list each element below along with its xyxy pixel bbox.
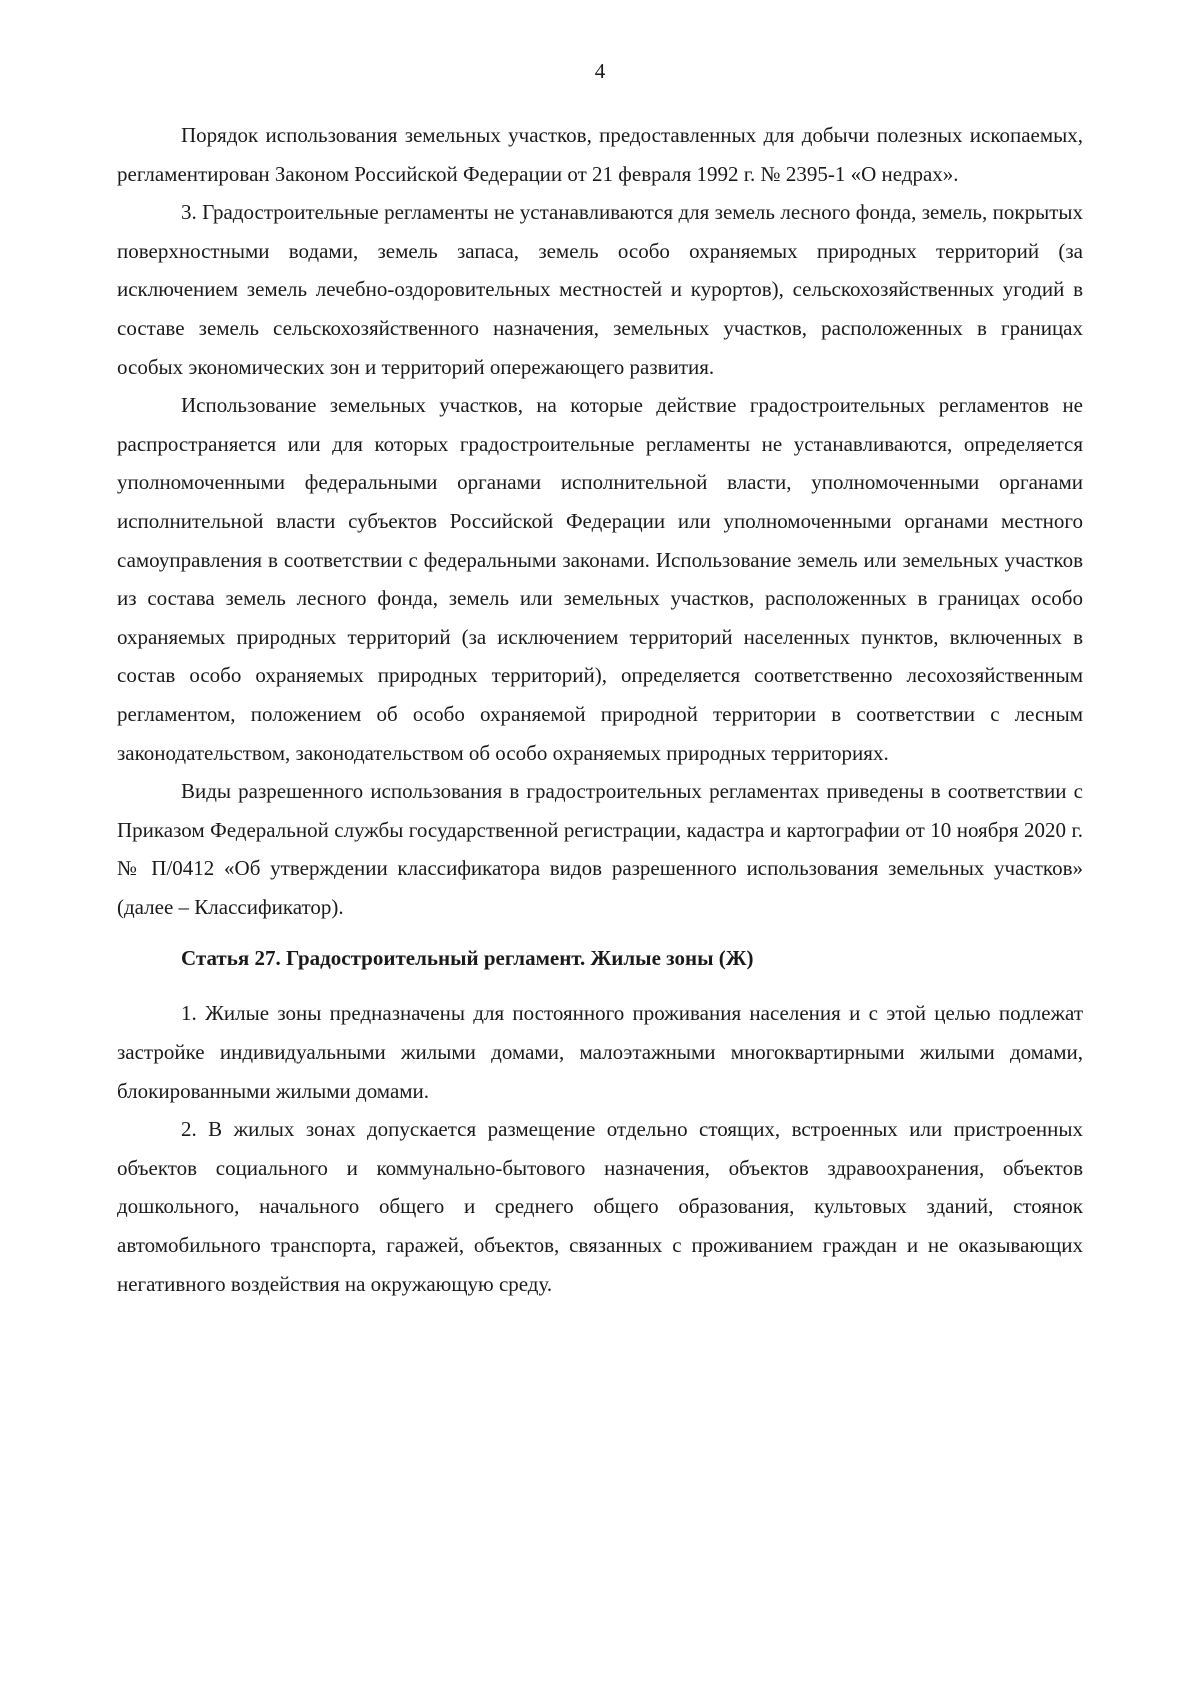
paragraph-subsoil-use: Порядок использования земельных участков, предоставленных для добычи полезных ископаемых, регламентирован Законом Российской Федерации от 21 февраля 1992 г. № 2395-1 «О недрах». <box>117 123 1083 186</box>
paragraph-permitted-use-classifier: Виды разрешенного использования в градостроительных регламентах приведены в соответствии с Приказом Федеральной службы государственной регистрации, кадастра и картографии от 10 ноября 2020 г. № П/0412 «Об утверждении классификатора видов разрешенного использования земельных участков» (далее – Классификатор). <box>117 779 1083 919</box>
paragraph-item-3: 3. Градостроительные регламенты не устанавливаются для земель лесного фонда, земель, покрытых поверхностными водами, земель запаса, земель особо охраняемых природных территорий (за исключением земель лечебно-оздоровительных местностей и курортов), сельскохозяйственных угодий в составе земель сельскохозяйственного назначения, земельных участков, расположенных в границах особых экономических зон и территорий опережающего развития. <box>117 200 1083 379</box>
paragraph-residential-item-1: 1. Жилые зоны предназначены для постоянного проживания населения и с этой целью подлежат застройке индивидуальными жилыми домами, малоэтажными многоквартирными жилыми домами, блокированными жилыми домами. <box>117 1001 1083 1103</box>
document-body <box>117 116 1083 1303</box>
article-heading: Статья 27. Градостроительный регламент. Жилые зоны (Ж) <box>181 946 754 971</box>
paragraph-land-use-authority: Использование земельных участков, на которые действие градостроительных регламентов не распространяется или для которых градостроительные регламенты не устанавливаются, определяется уполномоченными федеральными органами исполнительной власти, уполномоченными органами исполнительной власти субъектов Российской Федерации или уполномоченными органами местного самоуправления в соответствии с федеральными законами. Использование земель или земельных участков из состава земель лесного фонда, земель или земельных участков, расположенных в границах особо охраняемых природных территорий (за исключением территорий населенных пунктов, включенных в состав особо охраняемых природных территорий), определяется соответственно лесохозяйственным регламентом, положением об особо охраняемой природной территории в соответствии с лесным законодательством, законодательством об особо охраняемых природных территориях. <box>117 393 1083 765</box>
paragraph-residential-item-2: 2. В жилых зонах допускается размещение отдельно стоящих, встроенных или пристроенных объектов социального и коммунально-бытового назначения, объектов здравоохранения, объектов дошкольного, начального общего и среднего общего образования, культовых зданий, стоянок автомобильного транспорта, гаражей, объектов, связанных с проживанием граждан и не оказывающих негативного воздействия на окружающую среду. <box>117 1117 1083 1296</box>
page-number: 4 <box>594 59 606 83</box>
